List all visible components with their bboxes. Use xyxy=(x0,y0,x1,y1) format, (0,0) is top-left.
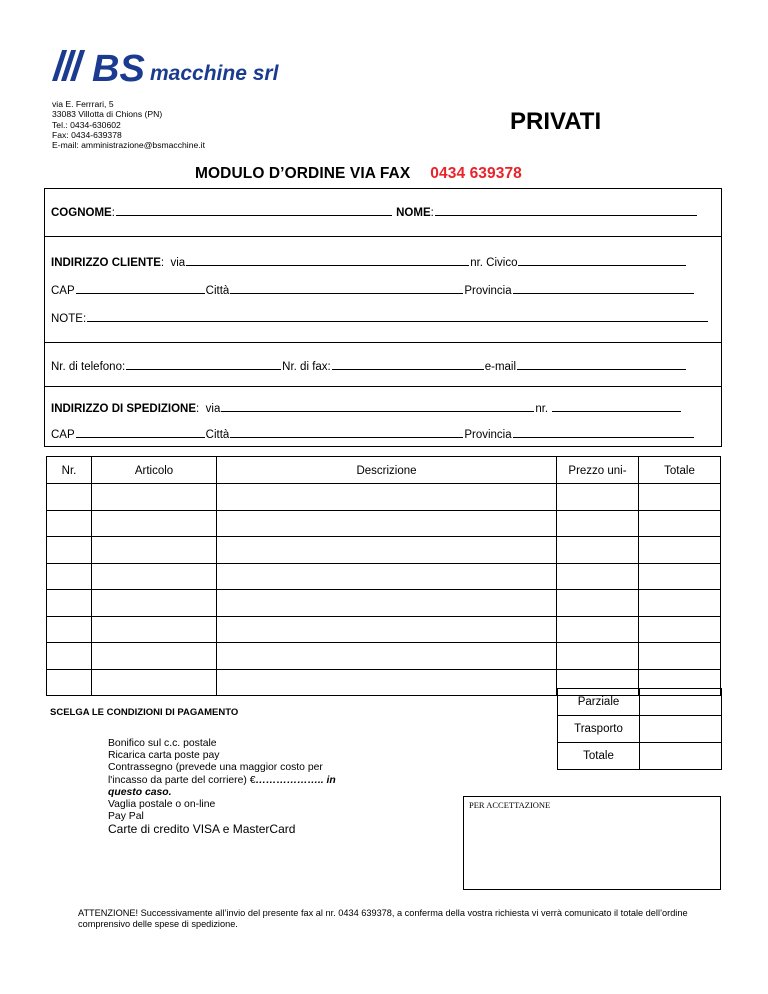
col-header-totale: Totale xyxy=(639,457,721,484)
acceptance-label: PER ACCETTAZIONE xyxy=(469,800,551,810)
cell-totale[interactable] xyxy=(639,643,721,670)
form-title xyxy=(195,165,522,183)
cell-prezzo[interactable] xyxy=(557,616,639,643)
cell-nr[interactable] xyxy=(47,510,92,537)
svg-text:macchine srl: macchine srl xyxy=(150,62,279,85)
contact-row xyxy=(51,357,687,373)
nr-field[interactable] xyxy=(552,399,681,412)
fax-number: 0434 639378 xyxy=(430,165,522,182)
email-field[interactable] xyxy=(517,357,686,370)
cell-descrizione[interactable] xyxy=(217,643,557,670)
table-row xyxy=(47,590,721,617)
payment-options xyxy=(108,738,336,836)
cell-articolo[interactable] xyxy=(92,537,217,564)
nr-civico-label: nr. Civico xyxy=(470,257,518,269)
cell-nr[interactable] xyxy=(47,537,92,564)
cap-label: CAP xyxy=(51,285,75,297)
order-items-table xyxy=(46,456,721,696)
cell-articolo[interactable] xyxy=(92,669,217,696)
cell-totale[interactable] xyxy=(639,563,721,590)
cell-prezzo[interactable] xyxy=(557,484,639,511)
company-address xyxy=(52,99,205,150)
totals-table xyxy=(557,688,722,770)
cell-descrizione[interactable] xyxy=(217,537,557,564)
citta-label: Città xyxy=(205,285,230,297)
name-row: COGNOME: NOME: xyxy=(51,203,698,219)
cell-descrizione[interactable] xyxy=(217,484,557,511)
indirizzo-spedizione-label: INDIRIZZO DI SPEDIZIONE xyxy=(51,403,197,415)
totals-row xyxy=(558,743,722,770)
citta-shipping-label: Città xyxy=(205,429,230,441)
bs-logo-icon xyxy=(52,38,342,98)
cell-articolo[interactable] xyxy=(92,590,217,617)
telefono-field[interactable] xyxy=(126,357,281,370)
provincia-field[interactable] xyxy=(513,281,694,294)
parziale-label: Parziale xyxy=(558,689,640,716)
col-header-prezzo: Prezzo uni- xyxy=(557,457,639,484)
telefono-label: Nr. di telefono: xyxy=(51,361,126,373)
cell-descrizione[interactable] xyxy=(217,616,557,643)
totale-value[interactable] xyxy=(640,743,722,770)
table-header-row xyxy=(47,457,721,484)
cell-nr[interactable] xyxy=(47,563,92,590)
address-line: via E. Ferrrari, 5 xyxy=(52,99,114,109)
fax-label: Nr. di fax: xyxy=(282,361,331,373)
totals-row xyxy=(558,689,722,716)
client-address-row: INDIRIZZO CLIENTE: via nr. Civico xyxy=(51,253,687,269)
payment-option[interactable]: Ricarica carta poste pay xyxy=(108,750,220,762)
cell-nr[interactable] xyxy=(47,484,92,511)
payment-option[interactable]: Bonifico sul c.c. postale xyxy=(108,738,217,749)
col-header-articolo: Articolo xyxy=(92,457,217,484)
cap-row xyxy=(51,281,695,297)
table-row xyxy=(47,563,721,590)
via-label: via xyxy=(170,257,186,269)
payment-option-cont xyxy=(108,787,336,799)
cell-nr[interactable] xyxy=(47,643,92,670)
cell-totale[interactable] xyxy=(639,616,721,643)
nome-field[interactable] xyxy=(435,203,697,216)
cell-prezzo[interactable] xyxy=(557,537,639,564)
cell-descrizione[interactable] xyxy=(217,669,557,696)
table-row xyxy=(47,643,721,670)
payment-option[interactable]: Pay Pal xyxy=(108,811,144,823)
note-label: NOTE: xyxy=(51,313,87,325)
address-line: 33083 Villotta di Chions (PN) xyxy=(52,109,163,120)
nome-label: NOME xyxy=(396,207,431,219)
provincia-label: Provincia xyxy=(464,285,512,297)
table-row xyxy=(47,537,721,564)
cell-totale[interactable] xyxy=(639,484,721,511)
contrassegno-text: l'incasso da parte del corriere) € xyxy=(108,774,256,786)
trasporto-value[interactable] xyxy=(640,716,722,743)
cell-nr[interactable] xyxy=(47,590,92,617)
address-line: Tel.: 0434-630602 xyxy=(52,119,121,130)
payment-option[interactable]: Vaglia postale o on-line xyxy=(108,799,216,811)
citta-shipping-field[interactable] xyxy=(230,425,463,438)
nr-civico-field[interactable] xyxy=(518,253,686,266)
nr-label: nr. xyxy=(535,403,549,415)
cell-prezzo[interactable] xyxy=(557,510,639,537)
cell-nr[interactable] xyxy=(47,616,92,643)
cell-prezzo[interactable] xyxy=(557,643,639,670)
form-title-text: MODULO D’ORDINE VIA FAX xyxy=(195,165,411,182)
contrassegno-note: questo caso. xyxy=(108,786,172,798)
cell-articolo[interactable] xyxy=(92,616,217,643)
via-field[interactable] xyxy=(186,253,469,266)
trasporto-label: Trasporto xyxy=(558,716,640,743)
customer-info-box xyxy=(44,188,722,447)
table-row xyxy=(47,484,721,511)
cognome-field[interactable] xyxy=(116,203,392,216)
cell-descrizione[interactable] xyxy=(217,510,557,537)
cell-totale[interactable] xyxy=(639,537,721,564)
cap-shipping-field[interactable] xyxy=(76,425,205,438)
payment-option[interactable]: Carte di credito VISA e MasterCard xyxy=(108,822,296,837)
acceptance-box[interactable] xyxy=(463,796,721,890)
col-header-nr: Nr. xyxy=(47,457,92,484)
cell-articolo[interactable] xyxy=(92,510,217,537)
cell-articolo[interactable] xyxy=(92,563,217,590)
cell-articolo[interactable] xyxy=(92,484,217,511)
cell-articolo[interactable] xyxy=(92,643,217,670)
cap-field[interactable] xyxy=(76,281,205,294)
provincia-shipping-field[interactable] xyxy=(513,425,694,438)
via-shipping-label: via xyxy=(205,403,221,415)
cap-shipping-label: CAP xyxy=(51,429,75,441)
warning-note: ATTENZIONE! Successivamente all’invio del presente fax al nr. 0434 639378, a conferma della vostra richiesta vi verrà comunicato il totale dell’ordine comprensivo delle spese di spedizione. xyxy=(78,908,688,929)
fax-field[interactable] xyxy=(332,357,484,370)
cell-prezzo[interactable] xyxy=(557,563,639,590)
cell-totale[interactable] xyxy=(639,590,721,617)
col-header-descrizione: Descrizione xyxy=(217,457,557,484)
payment-heading: SCELGA LE CONDIZIONI DI PAGAMENTO xyxy=(50,707,239,718)
totals-row xyxy=(558,716,722,743)
address-line: Fax: 0434-639378 xyxy=(52,129,122,140)
cell-descrizione[interactable] xyxy=(217,563,557,590)
table-row xyxy=(47,510,721,537)
company-logo xyxy=(52,38,342,98)
cell-nr[interactable] xyxy=(47,669,92,696)
cell-prezzo[interactable] xyxy=(557,590,639,617)
provincia-shipping-label: Provincia xyxy=(464,429,512,441)
table-row xyxy=(47,616,721,643)
shipping-address-row: INDIRIZZO DI SPEDIZIONE: via nr. xyxy=(51,399,682,415)
totale-label: Totale xyxy=(558,743,640,770)
email-label: e-mail xyxy=(484,361,517,373)
parziale-value[interactable] xyxy=(640,689,722,716)
via-shipping-field[interactable] xyxy=(221,399,534,412)
address-line: E-mail: amministrazione@bsmacchine.it xyxy=(52,140,205,151)
payment-option-cont xyxy=(108,775,336,787)
note-field[interactable] xyxy=(87,309,708,322)
cap-shipping-row xyxy=(51,425,695,441)
contrassegno-dots: ……………….. in xyxy=(255,774,336,786)
svg-text:BS: BS xyxy=(92,48,145,90)
cell-descrizione[interactable] xyxy=(217,590,557,617)
cognome-label: COGNOME xyxy=(51,207,112,219)
cell-totale[interactable] xyxy=(639,510,721,537)
privati-heading: PRIVATI xyxy=(510,108,602,135)
note-row xyxy=(51,309,709,325)
payment-option[interactable]: Contrassegno (prevede una maggior costo per xyxy=(108,762,323,774)
indirizzo-cliente-label: INDIRIZZO CLIENTE xyxy=(51,257,161,269)
citta-field[interactable] xyxy=(230,281,463,294)
